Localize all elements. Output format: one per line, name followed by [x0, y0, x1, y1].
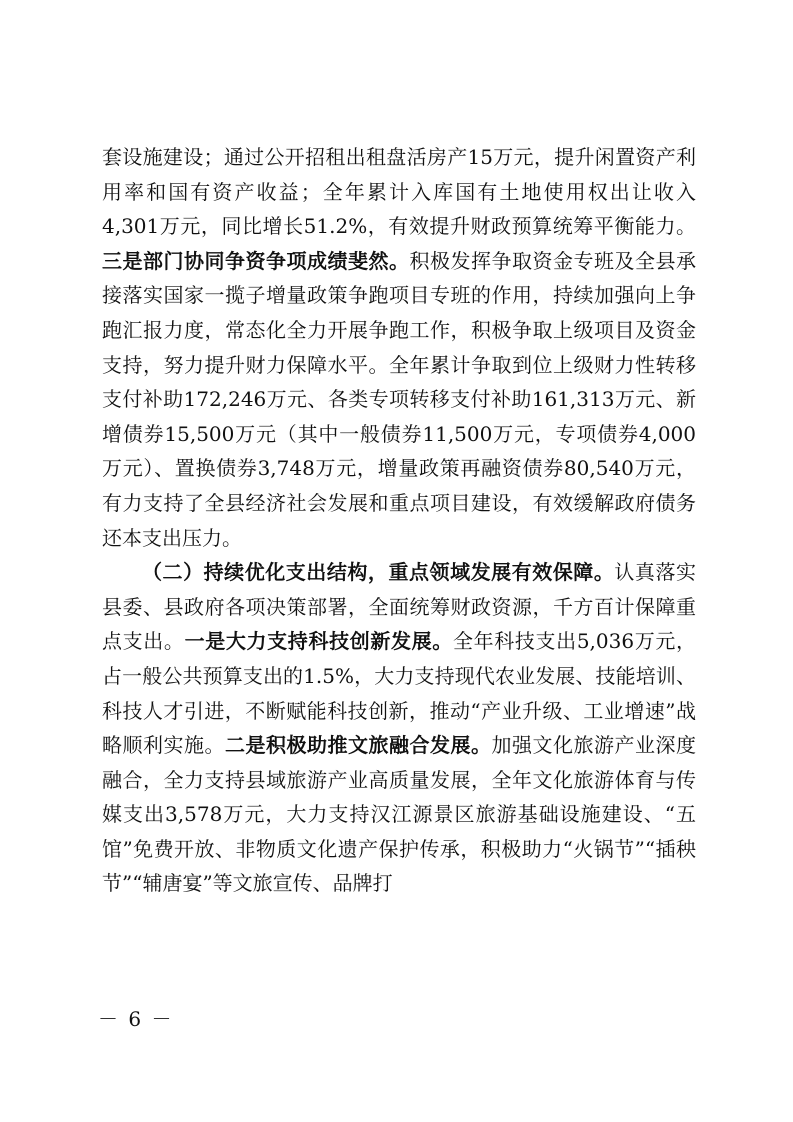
paragraph-2-run-4: 全年科技支出5,036万元，占一般公共预算支出的1.5%，大力支持现代农业发展、技能培训、科技人才引进，不断赋能科技创新，推动“产业升级、工业增速”战略顺利实施。: [102, 629, 697, 758]
paragraph-2-run-2: 认真落实县委、县政府各项决策部署，全面统筹财政资源，千方百计保障重点支出。: [102, 560, 697, 654]
body-text: [102, 140, 696, 901]
paragraph-1-run-1: 套设施建设；通过公开招租出租盘活房产15万元，提升闲置资产利用率和国有资产收益；全年累计入库国有土地使用权出让收入4,301万元，同比增长51.2%，有效提升财政预算统筹平衡能力。: [102, 145, 696, 239]
paragraph-1-run-3: 积极发挥争取资金专班及全县承接落实国家一揽子增量政策争跑项目专班的作用，持续加强向上争跑汇报力度，常态化全力开展争跑工作，积极争取上级项目及资金支持，努力提升财力保障水平。全年累计争取到位上级财力性转移支付补助172,246万元、各类专项转移支付补助161,313万元、新增债券15,500万元（其中一般债券11,500万元，专项债券4,000万元）、置换债券3,748万元，增量政策再融资债券80,540万元，有力支持了全县经济社会发展和重点项目建设，有效缓解政府债务还本支出压力。: [102, 248, 696, 550]
paragraph-2-heading-one: 一是大力支持科技创新发展。: [184, 629, 453, 654]
section-heading-2: （二）持续优化支出结构，重点领域发展有效保障。: [142, 560, 615, 585]
paragraph-2-heading-two: 二是积极助推文旅融合发展。: [225, 733, 492, 758]
paragraph-1-heading-three: 三是部门协同争资争项成绩斐然。: [102, 248, 410, 273]
paragraph-2: [102, 555, 696, 901]
paragraph-2-run-6: 加强文化旅游产业深度融合，全力支持县域旅游产业高质量发展，全年文化旅游体育与传媒支出3,578万元，大力支持汉江源景区旅游基础设施建设、“五馆”免费开放、非物质文化遗产保护传承，积极助力“火锅节”“插秧节”“辅唐宴”等文旅宣传、品牌打: [102, 733, 696, 896]
page-number: － 6 －: [98, 1007, 174, 1031]
paragraph-1: [102, 140, 696, 555]
